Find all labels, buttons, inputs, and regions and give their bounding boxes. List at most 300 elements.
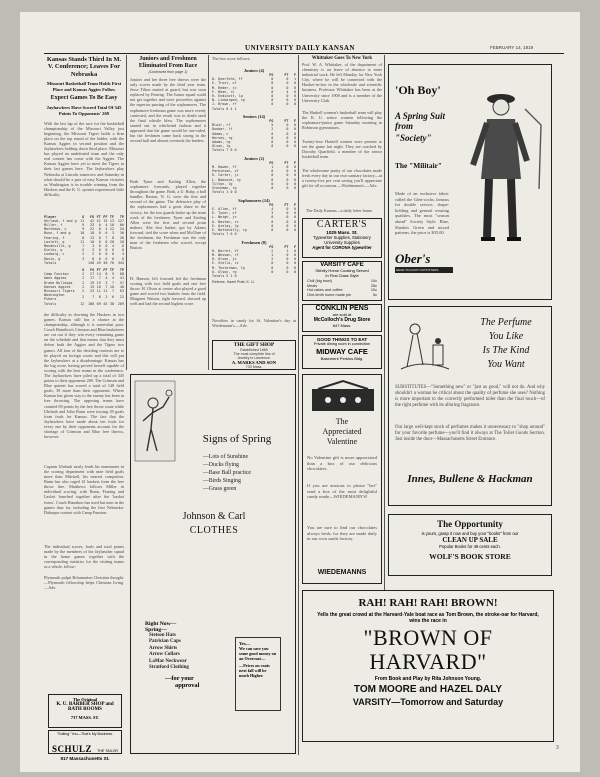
box-juniors2-header-cell: F bbox=[293, 160, 296, 165]
kansas-stats-row-cell: Miller, f bbox=[44, 223, 63, 227]
kansas-stats-row-cell: 76 bbox=[109, 260, 115, 265]
obers-sub: HEAD-TO-FOOT OUTFITTERS bbox=[395, 267, 453, 273]
kansas-stats-row-cell: 7 bbox=[82, 244, 85, 249]
box-juniors2-row-cell: 0 bbox=[293, 165, 296, 170]
kansas-stats-row-cell: 0 bbox=[105, 231, 108, 236]
schulz-name: SCHULZ bbox=[52, 744, 93, 754]
box-juniors2-row-cell: 0 bbox=[293, 181, 296, 186]
kansas-body: With the last lap of the race for the basketball championship of the Missouri Valley just beginning, the Missouri Tigers holds a firm place on the top round of the ladder, with the Kansas Aggies in second position and the Jayhawkers holding down third place. Missouri has played an undefeated team and the only real contest has come with the Aggies. The Kansas Aggies have yet to meet the Tigers in their last games here. The Jayhawkers play Nebraska at Lincoln tomorrow and Saturday in what should be a pair of easy Kansas victories as Washington is in trouble winning from the Huskers and the K. U. quintet experienced little difficulty. bbox=[44, 120, 124, 197]
kansas-stats-row-cell bbox=[78, 261, 85, 265]
box-soph-row-cell: 0 bbox=[286, 227, 289, 232]
schulz-top: "Suiting" You—That's My Business. bbox=[56, 732, 114, 736]
box-soph-row-cell: 0 bbox=[271, 223, 274, 228]
box-seniors-row-cell: 0 bbox=[286, 140, 289, 145]
schulz-ad bbox=[48, 730, 122, 761]
box-juniors4-row-cell: 0 bbox=[271, 85, 274, 90]
kansas-stats-row-cell: 0 bbox=[98, 223, 101, 227]
carters-address: 1025 Mass. St. bbox=[326, 230, 358, 235]
kansas-subhead2: Expect Games To Be Easy bbox=[50, 95, 118, 102]
spring-title: Signs of Spring bbox=[202, 433, 272, 445]
box-freshmen bbox=[212, 240, 296, 279]
kansas-stats-row-cell: 0 bbox=[105, 244, 108, 249]
kansas-stats-row-cell: 18 bbox=[90, 231, 95, 236]
box-seniors-row-cell: 0 bbox=[271, 140, 274, 145]
valentine-body1: No Valentine gift is more appreciated than a box of our delicious chocolates. bbox=[307, 455, 377, 472]
conklin-line1: are sold at bbox=[332, 312, 352, 317]
box-juniors4-row-cell: 0 bbox=[271, 94, 274, 99]
box-juniors4-title: Juniors (4) bbox=[243, 68, 265, 73]
box-soph-row-cell: 0 bbox=[271, 219, 274, 224]
kansas-stats-row-cell: 6 bbox=[121, 244, 124, 249]
kansas-opp-row-cell: 40 bbox=[119, 284, 124, 289]
conklin-line3: 847 Mass. bbox=[332, 323, 352, 328]
box-fresh-row-cell: 2 bbox=[271, 248, 274, 253]
box-soph-header-cell: FT bbox=[284, 202, 289, 207]
oh-boy-model: The "Militair" bbox=[395, 161, 442, 170]
box-seniors-row-cell: Dunbar, lf bbox=[212, 127, 233, 132]
kansas-opp-row bbox=[44, 302, 124, 306]
kansas-opp-row-cell: Drake Bulldogs bbox=[44, 280, 73, 285]
spring-list-item: —Birds Singing bbox=[203, 478, 241, 484]
box-soph-row-cell: 0 bbox=[293, 227, 296, 232]
box-juniors2-row-cell: L. Babcock, rg bbox=[212, 177, 241, 182]
kansas-stats-row-cell: Uhrlaub, f and g bbox=[44, 218, 77, 223]
perfume-signature: Innes, Bullene & Hackman bbox=[407, 473, 533, 485]
cafe-menu-item-label: Meals bbox=[307, 283, 318, 288]
box-juniors4-row-cell: 0 bbox=[271, 102, 274, 107]
kansas-stats-row-cell: 0 bbox=[98, 231, 101, 236]
varsity-cafe-line1: Strictly Home Cooking Served bbox=[315, 268, 369, 273]
kansas-opp-row-cell: 108 bbox=[88, 301, 95, 306]
box-juniors4-row-cell: J. Brown, rf bbox=[212, 102, 237, 107]
box-soph-header-cell: F bbox=[293, 202, 296, 207]
kansas-opp-row-cell: 4 bbox=[105, 276, 108, 281]
kansas-stats-row-cell: 10 bbox=[90, 239, 95, 244]
box-fresh-row-cell: 1 bbox=[286, 248, 289, 253]
brown-venue: VARSITY—Tomorrow and Saturday bbox=[352, 697, 504, 708]
signs-of-spring-ad bbox=[130, 374, 296, 754]
perfume-line3: Is The Kind bbox=[482, 345, 530, 356]
kansas-opp-row-cell: 2 bbox=[82, 276, 85, 281]
spring-can-save: We can save you some good money on an Overcoat— bbox=[239, 646, 277, 661]
kansas-opp-row-cell: 7 bbox=[92, 295, 95, 300]
kansas-opp-row-cell: 6 bbox=[111, 295, 115, 300]
box-juniors2-row-cell: 0 bbox=[286, 173, 289, 178]
box-juniors4-row-cell: 0 bbox=[286, 81, 289, 86]
box-soph-row-cell: A. Baston, rc bbox=[212, 219, 239, 224]
box-sophomores bbox=[212, 198, 296, 237]
box-juniors2-row-cell: 0 bbox=[271, 173, 274, 178]
box-fresh-row-cell: 0 bbox=[286, 265, 289, 270]
kansas-stats-row-cell: 36 bbox=[119, 231, 124, 236]
box-soph-title: Sophomores (14) bbox=[238, 197, 270, 203]
box-juniors2-row-cell: Stockman, rg bbox=[212, 186, 237, 191]
box-seniors-table bbox=[212, 119, 296, 148]
kansas-opp-header-cell: FT bbox=[96, 268, 101, 273]
box-fresh-row-cell: 0 bbox=[271, 261, 274, 266]
conklin-name: CONKLIN PENS bbox=[315, 305, 369, 312]
kansas-stats-row-cell: 0 bbox=[98, 248, 101, 253]
box-seniors-row-cell: 0 bbox=[271, 131, 274, 136]
kansas-stats-row-cell: Totals bbox=[44, 260, 57, 265]
kansas-opp-row-cell: 19 bbox=[96, 280, 101, 285]
box-seniors-row-cell: Olson, lg bbox=[212, 144, 231, 149]
box-seniors-row-cell: 0 bbox=[293, 131, 296, 136]
box-juniors4-row-cell: E. Trust, cf bbox=[212, 81, 237, 86]
col-rule-4 bbox=[384, 55, 385, 615]
perfume-body2: Our large well-kept stock of perfumes makes it unnecessary to "shop around" for your favorite perfume—you'll find it always at The Toilet Goods Section. Just inside the door—Massachusetts Street Entrance. bbox=[395, 425, 545, 442]
box-soph-row-cell: L. Neigh, jc bbox=[212, 215, 237, 220]
spring-brand2: CLOTHES bbox=[189, 525, 239, 536]
opportunity-sale: CLEAN UP SALE bbox=[442, 536, 498, 544]
box-juniors4-header-cell: FT bbox=[284, 73, 289, 77]
obers-brand: Ober's bbox=[395, 251, 431, 266]
kansas-opp-row-cell: 3 bbox=[105, 280, 108, 285]
box-juniors2-row-cell: M. Rowen, ff bbox=[212, 165, 237, 170]
box-juniors4-row-cell: M. Reder, jc bbox=[212, 85, 237, 90]
barber-title1: The Original bbox=[72, 697, 98, 702]
perfume-body: SUBSTITUTES—"Something new" or "just as good," will not do. And why shouldn't a woman be critical about the quality of perfume she uses? Nothing is more important to the correctly performed toilet than the final touch—of the right perfume with its alluring fragrance. bbox=[395, 385, 545, 408]
kansas-stats-row-cell: 2 bbox=[82, 252, 85, 257]
box-juniors2-row-cell: 0 bbox=[286, 186, 289, 191]
box-fresh-row-cell: 0 bbox=[286, 269, 289, 274]
kansas-stats-row-cell: 22 bbox=[90, 227, 95, 232]
spring-hat-item: Stetson Hats bbox=[149, 633, 176, 638]
kansas-opp-header-cell: TP bbox=[119, 268, 124, 273]
box-fresh-row-cell: 0 bbox=[286, 252, 289, 257]
kansas-opp-header-cell: FG bbox=[90, 268, 95, 273]
barber-title3: BATH ROOMS bbox=[68, 707, 102, 712]
kansas-stats-row-cell: 0 bbox=[111, 256, 115, 261]
valentine-title2: Appreciated bbox=[322, 427, 362, 436]
box-fresh-totals: Totals 5 1 0 bbox=[212, 273, 237, 278]
box-fresh-header-cell: F bbox=[293, 244, 296, 249]
box-seniors-row-cell: 0 bbox=[271, 135, 274, 140]
masthead-title: UNIVERSITY DAILY KANSAN bbox=[245, 44, 355, 52]
gift-shop-name: THE GIFT SHOP bbox=[233, 342, 275, 348]
kansas-stats-row-cell: 4 bbox=[111, 244, 115, 249]
box-soph-totals: Totals 7 0 0 bbox=[212, 232, 237, 237]
box-juniors2-title: Juniors (2) bbox=[243, 155, 265, 161]
kansas-stats-row-cell: 15 bbox=[103, 218, 108, 223]
kansas-stats-row-cell: Laslett, g bbox=[44, 239, 65, 244]
whittaker-article bbox=[302, 56, 382, 216]
kansas-opp-row-cell: Ames Aggies bbox=[44, 276, 67, 281]
box-juniors4-row-cell: 0 bbox=[271, 89, 274, 94]
box-seniors-row-cell: 0 bbox=[293, 140, 296, 145]
spring-hat-list bbox=[145, 633, 225, 671]
plymouth-note: Plymouth pulpit Brhumation Christian thought.—Plymouth fellowship helps Christian living.—Adv. bbox=[44, 574, 124, 591]
cafe-menu-item-price: 25c bbox=[370, 283, 377, 288]
box-soph-row-cell: 0 bbox=[286, 211, 289, 216]
box-fresh-row-cell: 0 bbox=[286, 261, 289, 266]
kansas-stats-row-cell: 8 bbox=[98, 227, 101, 232]
whittaker-body2: The Haskell women's basketball team will play the K. U. senior women following the sophomore-junior game Saturday morning in Robinson gymnasium. bbox=[302, 110, 382, 131]
valentine-title1: The bbox=[335, 417, 349, 426]
juniors-article bbox=[130, 56, 206, 371]
valentine-signature: WIEDEMANNS bbox=[317, 569, 367, 576]
spring-spring: Spring— bbox=[145, 627, 167, 633]
kansas-opp-row-cell: 4 bbox=[111, 276, 115, 281]
soldier-illustration bbox=[457, 69, 547, 249]
kansas-stats-row-cell: 6 bbox=[121, 248, 124, 253]
kansas-stats-row-cell: Mandeville, g bbox=[44, 244, 71, 249]
kansas-opp-row-cell: 63 bbox=[119, 289, 124, 294]
kansas-opp-row-cell: 68 bbox=[119, 272, 124, 277]
box-juniors4-totals: Totals 0 4 1 bbox=[212, 106, 237, 111]
kansas-stats-row-cell: 127 bbox=[117, 218, 124, 223]
oh-boy-desc: Made of an exclusive fabric called the Glen-cochs, famous for double service, shape-holding and general wearing qualities. The most "season ahead" Society Style. Blue, Shadow Green and mixed patterns, the price is $35.00. bbox=[395, 191, 449, 236]
kansas-opp-row-cell: 2 bbox=[82, 289, 85, 294]
kansas-opp-row-cell: 27 bbox=[90, 272, 95, 277]
spring-approval: approval bbox=[175, 682, 200, 690]
kansas-opp-row-cell: 14 bbox=[96, 272, 101, 277]
kansas-opp-row-cell: 2 bbox=[82, 280, 85, 285]
box-juniors4 bbox=[212, 68, 296, 111]
obers-logo bbox=[395, 251, 453, 289]
box-fresh-row-cell: H. Olson, jc bbox=[212, 257, 237, 262]
gift-shop-established: Established 1865 bbox=[240, 348, 268, 352]
kansas-stats-row-cell: 13 bbox=[109, 218, 115, 223]
gift-shop-owner: A. MARKS AND SON bbox=[231, 360, 277, 365]
box-fresh-row-cell: M. Wesson, rf bbox=[212, 252, 239, 257]
kansas-stats-row-cell: 42 bbox=[90, 218, 95, 223]
kansas-stats-header-cell: FT bbox=[96, 214, 101, 219]
juniors-headline: Juniors and Freshmen Eliminated From Race bbox=[138, 56, 198, 69]
masthead-rule bbox=[44, 53, 564, 54]
box-fresh-row-cell: 0 bbox=[293, 265, 296, 270]
oh-boy-title: 'Oh Boy' bbox=[395, 83, 441, 97]
cafe-menu-item-price: 10c bbox=[370, 288, 377, 293]
spring-right-now: Right Now— bbox=[145, 621, 177, 627]
midway-line3: Basement Perkins Bldg. bbox=[320, 356, 364, 361]
spring-brand1: Johnson & Carl bbox=[182, 511, 246, 522]
valentine-title3: Valentine bbox=[326, 437, 358, 446]
carters-name: CARTER'S bbox=[316, 219, 368, 230]
box-fresh-row-cell: 0 bbox=[286, 257, 289, 262]
box-juniors2-row-cell: Tilton, lg bbox=[212, 181, 233, 186]
box-fresh-row-cell: 1 bbox=[271, 252, 274, 257]
conklin-line2: McColloch's Drug Store bbox=[313, 317, 371, 323]
kansas-continued-2: Captain Uhrlaub easily leads his teammates in the scoring department with nine field goals more than Mitchell, his nearest competitor. Bunn has also caged 41 baskets from the free throw line. Matthews follows Miller in individual scoring, with Bunn, Fearing and Laslett bunched together after the 'basket twins'. Coach Hamilton has used but men in the games thus far, including the first Nebraska-Dubuque contest with Camp Funston. bbox=[44, 463, 124, 515]
kansas-opp-row-cell: Kansas Aggies bbox=[44, 284, 71, 289]
opportunity-store: WOLF'S BOOK STORE bbox=[429, 552, 511, 561]
box-seniors-row-cell: 0 bbox=[271, 144, 274, 149]
box-seniors-totals: Totals 7 0 0 bbox=[212, 148, 237, 153]
kansas-opp-header-cell: TF bbox=[109, 268, 115, 273]
kansas-opp-row-cell: 8 bbox=[105, 272, 108, 277]
perfume-bottle-illustration bbox=[393, 315, 455, 379]
spring-list-item: —Base Ball practice bbox=[203, 470, 251, 476]
kansas-stats-row bbox=[44, 231, 124, 235]
kansas-stats-row-cell: 0 bbox=[98, 239, 101, 244]
spring-yes: Yes— bbox=[239, 641, 251, 646]
box-juniors2-row-cell: 0 bbox=[286, 169, 289, 174]
box-juniors2-header-cell: FG bbox=[269, 160, 274, 165]
box-juniors2-row-cell: 0 bbox=[286, 165, 289, 170]
candy-box-illustration bbox=[308, 379, 378, 415]
oh-boy-tagline1: A Spring Suit from bbox=[395, 111, 446, 131]
kansas-stats-row-cell: 20 bbox=[119, 239, 124, 244]
box-soph-row-cell: 0 bbox=[293, 215, 296, 220]
box-fresh-title: Freshmen (8) bbox=[241, 239, 267, 245]
kansas-stats-row bbox=[44, 261, 124, 265]
kansas-stats-row-cell: 3 bbox=[82, 256, 85, 261]
kansas-opp-row-cell: 7 bbox=[98, 276, 101, 281]
box-seniors-row-cell: 0 bbox=[293, 123, 296, 128]
kansas-opp-row-cell: 69 bbox=[96, 301, 101, 306]
opportunity-title: The Opportunity bbox=[437, 519, 503, 529]
box-soph-header-cell: FG bbox=[269, 202, 274, 207]
kansas-stats-row-cell: 20 bbox=[109, 239, 115, 244]
kansas-opp-row-cell: 17 bbox=[90, 276, 95, 281]
box-juniors2-header-cell: FT bbox=[284, 160, 289, 165]
box-seniors-header-cell: F bbox=[293, 119, 296, 124]
kansas-stats-row-cell: 0 bbox=[98, 252, 101, 257]
juniors-body: Juniors and her three free throws were the only scores made by the third year team. Jesse Tilton started at guard, but was soon replaced by Fearing. The Junior squad could not get together and were powerless against the superior passing of the sophomores. The sophomore-freshman game was more evenly contested, and the result was in doubt until the final whistle blew. The sophomores started out in whirlwind fashion and it appeared that the game would be one-sided, but the freshmen came back strong in the second half and almost overtook the leaders. bbox=[130, 77, 206, 144]
kansas-stats-row-cell: 66 bbox=[119, 223, 124, 227]
box-juniors2-table bbox=[212, 161, 296, 190]
kansas-stats-header-cell: G bbox=[82, 214, 85, 219]
masthead-date: FEBRUARY 14, 1919 bbox=[490, 45, 534, 50]
box-soph-row-cell: 0 bbox=[293, 219, 296, 224]
gift-shop-line1: The most complete line of bbox=[233, 352, 275, 356]
box-seniors-header-cell: FG bbox=[269, 119, 274, 124]
kansas-stats-row-cell: 49 bbox=[96, 260, 101, 265]
box-seniors-row-cell: 0 bbox=[293, 135, 296, 140]
midway-cafe-ad bbox=[302, 335, 382, 369]
box-juniors4-row-cell: N. Linbarged, rg bbox=[212, 98, 245, 103]
opportunity-ad bbox=[388, 514, 552, 576]
cafe-menu-item bbox=[307, 293, 377, 298]
kansas-opponents-table bbox=[44, 268, 124, 306]
kansas-stats-row-cell: 0 bbox=[98, 244, 101, 249]
box-soph-row-cell: 0 bbox=[286, 223, 289, 228]
brown-title1: "BROWN OF bbox=[363, 625, 493, 651]
kansas-stats-row-cell: Kinley, g bbox=[44, 248, 63, 253]
box-seniors-header-cell: FT bbox=[284, 119, 289, 124]
kansas-opp-row-cell: 10 bbox=[109, 284, 115, 289]
kansas-opp-row-cell: Camp Funston bbox=[44, 272, 69, 277]
box-soph-row-cell: E. Battenstly, rg bbox=[212, 227, 247, 232]
cafe-menu-item-label: Chili (big bowl) bbox=[307, 279, 332, 283]
box-juniors4-table bbox=[212, 73, 296, 107]
kansas-stats-row-cell: 26 bbox=[119, 235, 124, 240]
box-juniors4-row-cell: R. Endicott, lg bbox=[212, 94, 243, 99]
whittaker-body: Prof. W. A. Whittaker, of the department of chemistry is on leave of absence to enter industrial work. He left Monday for New York City, where he will be connected with the Hooker-in-law in the wholesale and scientific business. Professor Whittaker has been at the University since 1908 and is a member of the University Club. bbox=[302, 62, 382, 103]
kansas-stats-row-cell: 3 bbox=[92, 248, 95, 253]
box-soph-row-cell: E. Allen, ff bbox=[212, 206, 237, 211]
kansas-stats-row-cell: 10 bbox=[80, 231, 85, 236]
spring-hat-item: Stratford Clothing bbox=[149, 665, 189, 671]
spring-hat-item: Arrow Collars bbox=[149, 652, 180, 658]
kansas-headline: Kansas Stands Third In M. V. Conference; Leaves For Nebraska bbox=[46, 56, 122, 78]
perfume-line2: You Like bbox=[488, 331, 524, 342]
box-juniors4-row-cell: 0 bbox=[271, 98, 274, 103]
brown-of-harvard-ad bbox=[302, 590, 554, 742]
kansas-stats-row bbox=[44, 252, 124, 256]
box-juniors4-row-cell: 0 bbox=[286, 94, 289, 99]
box-soph-row-cell: 3 bbox=[271, 211, 274, 216]
box-juniors4-header-cell: F bbox=[293, 73, 296, 77]
kansas-stats-row-cell: 13 bbox=[90, 235, 95, 240]
perfume-line4: You Want bbox=[487, 359, 525, 370]
kansas-stats-header-cell: TP bbox=[119, 214, 124, 219]
box-fresh-row-cell: 0 bbox=[293, 269, 296, 274]
box-fresh-header-cell: FG bbox=[269, 244, 274, 249]
carters-ad bbox=[302, 218, 382, 258]
box-fresh-row-cell: 0 bbox=[293, 248, 296, 253]
gift-shop-ad bbox=[212, 340, 296, 370]
box-juniors4-row-cell: 0 bbox=[286, 85, 289, 90]
box-juniors2-row-cell: 0 bbox=[293, 169, 296, 174]
kansas-opp-row-cell: 38 bbox=[109, 301, 115, 306]
varsity-cafe-line2: In First Class Style bbox=[325, 273, 359, 278]
kansas-stats-row-cell: 54 bbox=[119, 227, 124, 232]
kansas-stats-row-cell: 4 bbox=[105, 227, 108, 232]
gift-shop-line2: Jewelry in Lawrence. bbox=[237, 356, 271, 360]
box-juniors2-row-cell: 0 bbox=[286, 181, 289, 186]
col-rule-3 bbox=[298, 55, 299, 755]
oh-boy-ad bbox=[388, 64, 552, 300]
box-juniors2-row-cell: 0 bbox=[271, 186, 274, 191]
box-juniors4-row-cell: D. Querfeld, ff bbox=[212, 77, 243, 82]
kansas-stats-row-cell: 33 bbox=[90, 223, 95, 227]
varsity-cafe-ad bbox=[302, 261, 382, 301]
kansas-opp-row-cell: 2 bbox=[105, 295, 108, 300]
juniors-body3: H. Hansen, left forward led the freshman scoring with two field goals and one free throw. H. Olson at center also played a good game and scored two baskets from the field. Margaret Watson, right forward, showed up well and had the second highest score. bbox=[130, 276, 206, 307]
spring-list-item: —Lots of Sunshine bbox=[203, 454, 249, 460]
kansas-stats-row-cell: 30 bbox=[103, 260, 108, 265]
kansas-stats-row-cell: 9 bbox=[82, 223, 85, 227]
box-seniors-row-cell: 0 bbox=[286, 131, 289, 136]
varsity-cafe-menu bbox=[307, 279, 377, 297]
box-fresh-row-cell: 0 bbox=[293, 252, 296, 257]
midway-name: MIDWAY CAFE bbox=[316, 347, 368, 356]
kansas-stats-row-cell: 11 bbox=[80, 218, 85, 223]
box-juniors4-row-cell: 0 bbox=[271, 77, 274, 82]
kansas-stats-row-cell: Davis, g bbox=[44, 256, 61, 261]
kansas-opp-row-cell: 2 bbox=[82, 272, 85, 277]
barber-address: 737 MASS. ST. bbox=[70, 715, 100, 720]
box-fresh-row-cell: 0 bbox=[271, 269, 274, 274]
box-juniors4-row-cell: 0 bbox=[293, 94, 296, 99]
box-seniors bbox=[212, 114, 296, 153]
box-juniors4-row-cell: 0 bbox=[293, 102, 296, 107]
box-soph-row-cell: 0 bbox=[293, 223, 296, 228]
box-juniors4-row-cell: 0 bbox=[293, 89, 296, 94]
spring-hat-item: Arrow Shirts bbox=[149, 645, 178, 651]
box-juniors2-row-cell: 0 bbox=[293, 177, 296, 182]
box-fresh-row-cell: 2 bbox=[271, 257, 274, 262]
box-juniors2-totals: Totals 1 0 0 bbox=[212, 190, 237, 195]
kansas-stats-row-cell: 7 bbox=[105, 235, 108, 240]
opportunity-line2: Popular Books for 49 cents each. bbox=[439, 544, 501, 549]
brown-desc: Yells the great crowd at the Harvard-Yale boat race as Tom Brown, the stroke-oar for Harvard, wins the race in bbox=[317, 612, 539, 625]
box-juniors4-row-cell: 0 bbox=[293, 85, 296, 90]
kansas-stats-row-cell: 2 bbox=[92, 252, 95, 257]
kansas-stats-table bbox=[44, 215, 124, 265]
page-number: 3 bbox=[556, 745, 559, 751]
box-juniors2-row-cell: 0 bbox=[271, 181, 274, 186]
varsity-cafe-name: VARSITY CAFE bbox=[320, 262, 364, 268]
brown-stars: TOM MOORE and HAZEL DALY bbox=[353, 684, 503, 696]
kansas-opp-row-cell: 12 bbox=[80, 301, 85, 306]
box-seniors-row-cell: 0 bbox=[286, 135, 289, 140]
box-soph-row-cell: 0 bbox=[271, 227, 274, 232]
box-juniors2-row-cell: Parkinson, cf bbox=[212, 169, 239, 174]
kansas-stats-row-cell: 3 bbox=[111, 231, 115, 236]
